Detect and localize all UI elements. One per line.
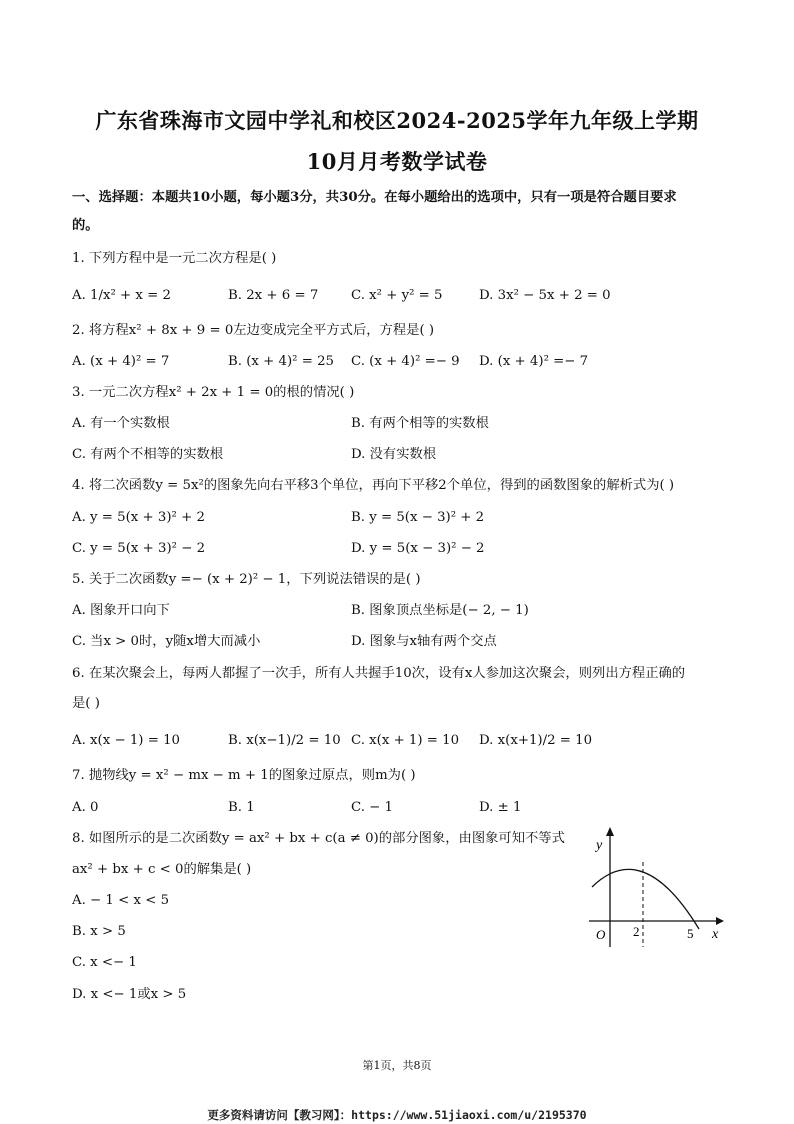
x-axis-arrow — [716, 917, 724, 925]
question-1-option-a: A. 1/x² + x = 2 — [72, 288, 171, 303]
question-8-stem-line1: 8. 如图所示的是二次函数y = ax² + bx + c(a ≠ 0)的部分图象，由图象可知不等式 — [72, 831, 565, 846]
x-axis-label: x — [712, 927, 719, 942]
section-instructions-line2: 的。 — [72, 218, 99, 233]
question-6-option-b: B. x(x−1)/2 = 10 — [228, 733, 341, 748]
question-2-option-a: A. (x + 4)² = 7 — [72, 354, 170, 369]
question-3-option-a: A. 有一个实数根 — [72, 416, 170, 431]
question-7-option-d: D. ± 1 — [479, 800, 522, 815]
question-4-option-d: D. y = 5(x − 3)² − 2 — [351, 541, 485, 556]
question-6-option-a: A. x(x − 1) = 10 — [72, 733, 180, 748]
question-5-option-b: B. 图象顶点坐标是(− 2, − 1) — [351, 603, 529, 618]
question-6-option-c: C. x(x + 1) = 10 — [351, 733, 460, 748]
tick-label-2: 2 — [633, 924, 640, 939]
question-5-option-d: D. 图象与x轴有两个交点 — [351, 634, 497, 649]
question-2-option-b: B. (x + 4)² = 25 — [228, 354, 334, 369]
question-5-option-a: A. 图象开口向下 — [72, 603, 170, 618]
resource-link-banner[interactable]: 更多资料请访问【教习网】：https://www.51jiaoxi.com/u/2195370 — [207, 1108, 587, 1122]
question-4-option-a: A. y = 5(x + 3)² + 2 — [72, 510, 205, 525]
question-1-stem: 1. 下列方程中是一元二次方程是( ) — [72, 251, 277, 266]
question-5-stem: 5. 关于二次函数y =− (x + 2)² − 1，下列说法错误的是( ) — [72, 572, 421, 587]
question-3-stem: 3. 一元二次方程x² + 2x + 1 = 0的根的情况( ) — [72, 385, 355, 400]
question-3-option-d: D. 没有实数根 — [351, 447, 437, 462]
question-3-option-c: C. 有两个不相等的实数根 — [72, 447, 224, 462]
question-4-option-b: B. y = 5(x − 3)² + 2 — [351, 510, 485, 525]
question-7-option-b: B. 1 — [228, 800, 255, 815]
question-7-option-a: A. 0 — [72, 800, 99, 815]
exam-title-line2: 10月月考数学试卷 — [306, 149, 488, 174]
tick-label-5: 5 — [687, 926, 694, 941]
y-axis-label: y — [596, 838, 603, 853]
question-4-option-c: C. y = 5(x + 3)² − 2 — [72, 541, 206, 556]
question-6-stem-line1: 6. 在某次聚会上，每两人都握了一次手，所有人共握手10次，设有x人参加这次聚会，则列出方程正确的 — [72, 666, 686, 681]
parabola-curve — [592, 869, 699, 929]
page-footer: 第1页，共8页 — [362, 1059, 432, 1072]
question-1-option-b: B. 2x + 6 = 7 — [228, 288, 319, 303]
question-1-option-d: D. 3x² − 5x + 2 = 0 — [479, 288, 611, 303]
origin-label: O — [596, 927, 606, 942]
question-7-option-c: C. − 1 — [351, 800, 393, 815]
question-7-stem: 7. 抛物线y = x² − mx − m + 1的图象过原点，则m为( ) — [72, 768, 416, 783]
question-3-option-b: B. 有两个相等的实数根 — [351, 416, 489, 431]
question-2-stem: 2. 将方程x² + 8x + 9 = 0左边变成完全平方式后，方程是( ) — [72, 323, 435, 338]
question-8-option-b: B. x > 5 — [72, 924, 126, 939]
question-2-option-c: C. (x + 4)² =− 9 — [351, 354, 460, 369]
question-8-option-d: D. x <− 1或x > 5 — [72, 987, 187, 1002]
question-8-option-a: A. − 1 < x < 5 — [72, 893, 170, 908]
section-instructions-line1: 一、选择题：本题共10小题，每小题3分，共30分。在每小题给出的选项中，只有一项是符合题目要求 — [72, 190, 677, 205]
question-8-parabola-graph — [584, 825, 724, 950]
question-1-option-c: C. x² + y² = 5 — [351, 288, 443, 303]
question-2-option-d: D. (x + 4)² =− 7 — [479, 354, 589, 369]
question-6-stem-line2: 是( ) — [72, 696, 100, 711]
y-axis-arrow — [606, 827, 614, 836]
question-8-stem-line2: ax² + bx + c < 0的解集是( ) — [72, 862, 252, 877]
question-6-option-d: D. x(x+1)/2 = 10 — [479, 733, 593, 748]
exam-title-line1: 广东省珠海市文园中学礼和校区2024-2025学年九年级上学期 — [95, 108, 699, 133]
question-4-stem: 4. 将二次函数y = 5x²的图象先向右平移3个单位，再向下平移2个单位，得到的函数图象的解析式为( ) — [72, 478, 675, 493]
question-8-option-c: C. x <− 1 — [72, 955, 137, 970]
question-5-option-c: C. 当x > 0时，y随x增大而减小 — [72, 634, 261, 649]
